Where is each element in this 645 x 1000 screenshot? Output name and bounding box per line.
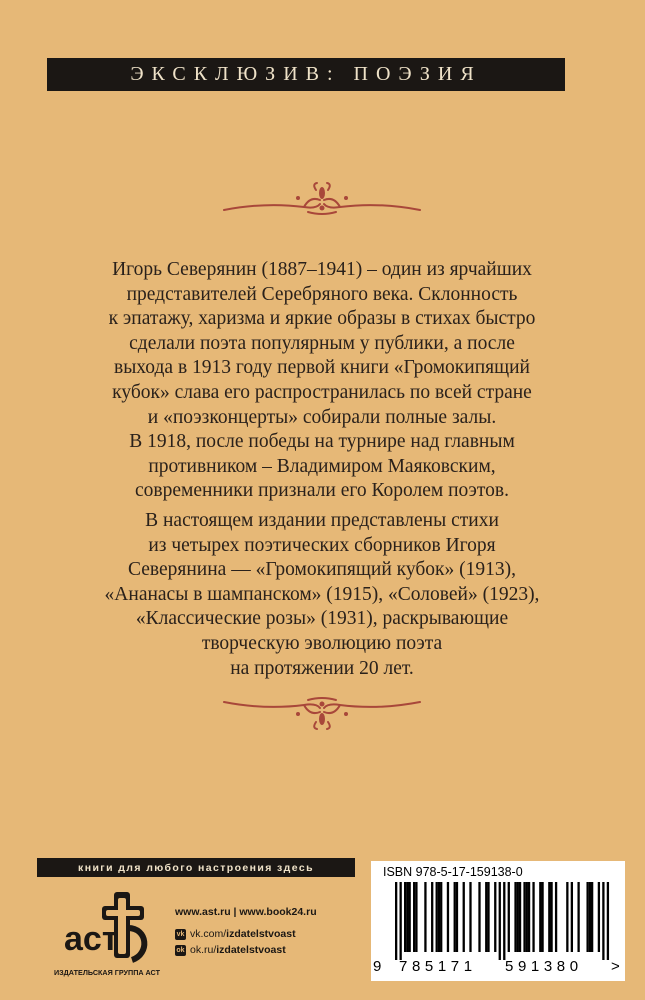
barcode-bar xyxy=(494,882,496,952)
barcode-bar xyxy=(503,882,505,960)
barcode-bar xyxy=(589,882,591,952)
annotation-line: Северянина — «Громокипящий кубок» (1913), xyxy=(128,559,516,581)
barcode-bar xyxy=(598,882,600,952)
social-prefix: vk.com/ xyxy=(190,928,227,940)
barcode-bar xyxy=(463,882,465,952)
barcode-bar xyxy=(487,882,489,952)
barcode-bar xyxy=(438,882,440,952)
barcode-bar xyxy=(436,882,438,952)
barcode-bar xyxy=(469,882,471,952)
barcode-bar xyxy=(532,882,534,952)
bottom-ornament xyxy=(220,692,424,732)
annotation-line: Игорь Северянин (1887–1941) – один из ярчайших xyxy=(112,259,532,280)
annotation-line: В 1918, после победы на турнире над главным xyxy=(129,431,515,453)
ok-icon: ok xyxy=(176,946,185,954)
barcode-bar xyxy=(395,882,397,960)
barcode-bar xyxy=(586,882,588,952)
barcode-bar xyxy=(485,882,487,952)
barcode-bar xyxy=(415,882,417,952)
series-banner xyxy=(47,58,565,91)
barcode-left-group: 785171 xyxy=(399,958,477,975)
logo-text: aст xyxy=(64,920,119,958)
isbn-barcode-box xyxy=(371,861,625,981)
barcode-bar xyxy=(571,882,573,952)
ast-logo-icon xyxy=(62,888,152,966)
barcode-bar xyxy=(577,882,579,952)
annotation-line: и «поэзконцерты» собирали полные залы. xyxy=(147,406,497,428)
annotation-line: противником – Владимиром Маяковским, xyxy=(148,455,496,477)
annotation-line: В настоящем издании представлены стихи xyxy=(145,510,499,531)
barcode-bar xyxy=(528,882,530,952)
barcode-bar xyxy=(454,882,456,952)
website-links[interactable]: www.ast.ru | www.book24.ru xyxy=(175,906,317,918)
barcode-bar xyxy=(514,882,516,952)
barcode-bar xyxy=(499,882,501,960)
annotation-line: «Ананасы в шампанском» (1915), «Соловей» (1923), xyxy=(104,583,540,605)
tagline-text: книги для любого настроения здесь xyxy=(78,861,314,874)
series-title: ЭКСКЛЮЗИВ: ПОЭЗИЯ xyxy=(130,63,482,85)
social-link-vk[interactable] xyxy=(175,928,317,940)
barcode-bar xyxy=(517,882,519,952)
barcode-bar xyxy=(555,882,557,952)
publisher-tagline xyxy=(37,858,355,877)
barcode-first-digit: 9 xyxy=(373,958,382,975)
barcode-bar xyxy=(526,882,528,952)
barcode-bar xyxy=(456,882,458,952)
annotation-line: выхода в 1913 году первой книги «Громокипящий xyxy=(113,357,530,379)
barcode-bar xyxy=(440,882,442,952)
barcode-bar xyxy=(566,882,568,952)
barcode-bar xyxy=(413,882,415,952)
social-handle: izdatelstvoast xyxy=(216,944,286,956)
barcode-bar xyxy=(409,882,411,952)
barcode-bar xyxy=(431,882,433,952)
flourish-icon xyxy=(220,180,424,220)
barcode-digits xyxy=(371,958,625,978)
annotation-paragraph-1 xyxy=(48,258,596,504)
barcode-bar xyxy=(550,882,552,952)
vk-icon: vk xyxy=(176,930,185,938)
annotation-line: к эпатажу, харизма и яркие образы в стихах быстро xyxy=(108,308,536,330)
annotation-line: из четырех поэтических сборников Игоря xyxy=(148,534,496,556)
annotation-line: на протяжении 20 лет. xyxy=(230,657,414,679)
social-prefix: ok.ru/ xyxy=(190,944,217,956)
barcode-bar xyxy=(548,882,550,952)
barcode-bar xyxy=(406,882,408,952)
barcode-bar xyxy=(447,882,449,952)
publisher-logo xyxy=(52,888,162,988)
barcode-quiet-mark: > xyxy=(611,958,620,975)
flourish-icon xyxy=(220,692,424,732)
annotation-line: сделали поэта популярным у публики, а после xyxy=(129,332,515,354)
annotation-line: «Классические розы» (1931), раскрывающие xyxy=(135,608,509,630)
social-link-ok[interactable] xyxy=(175,944,317,956)
annotation-line: кубок» слава его распространилась по всей стране xyxy=(112,381,532,403)
publisher-links xyxy=(175,906,317,960)
publisher-caption: ИЗДАТЕЛЬСКАЯ ГРУППА АСТ xyxy=(54,968,160,977)
annotation-paragraph-2 xyxy=(48,509,596,681)
annotation-line: современники признали его Королем поэтов. xyxy=(134,480,510,502)
barcode-bar xyxy=(508,882,510,952)
barcode-bar xyxy=(541,882,543,952)
barcode-bar xyxy=(478,882,480,952)
barcode-bar xyxy=(523,882,525,952)
barcode-bar xyxy=(539,882,541,952)
barcode-bar xyxy=(591,882,593,952)
top-ornament xyxy=(220,180,424,220)
annotation-line: представителей Серебряного века. Склонность xyxy=(126,283,518,305)
barcode-right-group: 591380 xyxy=(505,958,583,975)
barcode-bar xyxy=(602,882,604,960)
barcode-bar xyxy=(424,882,426,952)
social-handle: izdatelstvoast xyxy=(226,928,296,940)
barcode-bar xyxy=(607,882,609,960)
isbn-number: ISBN 978-5-17-159138-0 xyxy=(383,865,523,879)
barcode-bar xyxy=(519,882,521,952)
barcode-bar xyxy=(400,882,402,960)
barcode-bar xyxy=(404,882,406,952)
annotation-line: творческую эволюцию поэта xyxy=(201,632,443,654)
barcode-icon xyxy=(381,882,613,960)
